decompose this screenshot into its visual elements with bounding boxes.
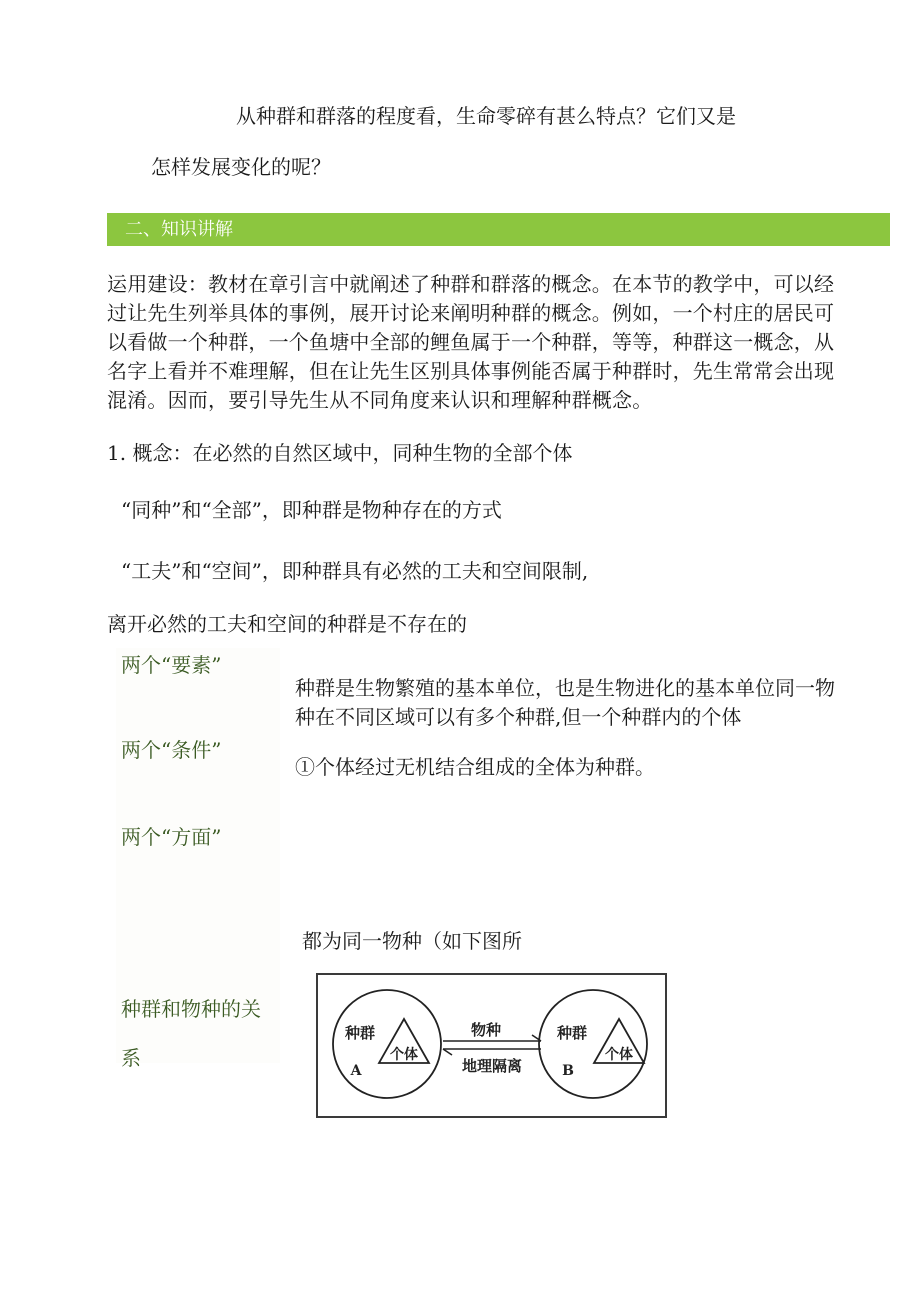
unit-line-2: 种在不同区域可以有多个种群,但一个种群内的个体 (295, 705, 742, 729)
label-two-elements: 两个“要素” (121, 653, 222, 677)
individual-b-label: 个体 (605, 1047, 633, 1063)
concept-point-time-space: “工夫”和“空间”，即种群具有必然的工夫和空间限制, (121, 559, 589, 583)
application-line-5: 混淆。因而，要引导先生从不同角度来认识和理解种群概念。 (107, 388, 653, 412)
population-b-letter: B (562, 1063, 574, 1079)
application-line-3: 以看做一个种群，一个鱼塘中全部的鲤鱼属于一个种群，等等，种群这一概念，从 (107, 330, 835, 354)
section-title: 二、知识讲解 (125, 219, 233, 240)
concept-definition: 1. 概念：在必然的自然区域中，同种生物的全部个体 (107, 441, 573, 465)
label-two-aspects: 两个“方面” (121, 825, 222, 849)
application-line-4: 名字上看并不难理解，但在让先生区别具体事例能否属于种群时，先生常常会出现 (107, 359, 835, 383)
population-a-letter: A (350, 1063, 362, 1079)
population-b-label: 种群 (556, 1024, 588, 1042)
intro-line-2: 怎样发展变化的呢？ (151, 155, 331, 179)
arrow-species-label: 物种 (470, 1021, 502, 1039)
individual-a-label: 个体 (390, 1047, 418, 1063)
whole-population-text: ①个体经过无机结合组成的全体为种群。 (295, 755, 655, 779)
label-relation-line-1: 种群和物种的关 (121, 997, 261, 1021)
population-a-label: 种群 (344, 1024, 376, 1042)
section-header (107, 213, 890, 246)
concept-point-same-all: “同种”和“全部”，即种群是物种存在的方式 (121, 498, 502, 522)
unit-line-1: 种群是生物繁殖的基本单位，也是生物进化的基本单位同一物 (295, 676, 835, 700)
label-two-conditions: 两个“条件” (121, 738, 222, 762)
application-line-1: 运用建设：教材在章引言中就阐述了种群和群落的概念。在本节的教学中，可以经 (107, 272, 835, 296)
population-species-diagram (316, 973, 667, 1118)
intro-line-1: 从种群和群落的程度看，生命零碎有甚么特点？它们又是 (236, 104, 736, 128)
population-a-circle (333, 990, 441, 1098)
same-species-text: 都为同一物种（如下图所 (302, 929, 522, 953)
arrow-geographic-isolation-label: 地理隔离 (461, 1057, 523, 1075)
concept-point-not-exist: 离开必然的工夫和空间的种群是不存在的 (107, 612, 467, 636)
label-relation-line-2: 系 (121, 1046, 141, 1070)
application-line-2: 过让先生列举具体的事例，展开讨论来阐明种群的概念。例如，一个村庄的居民可 (107, 301, 835, 325)
